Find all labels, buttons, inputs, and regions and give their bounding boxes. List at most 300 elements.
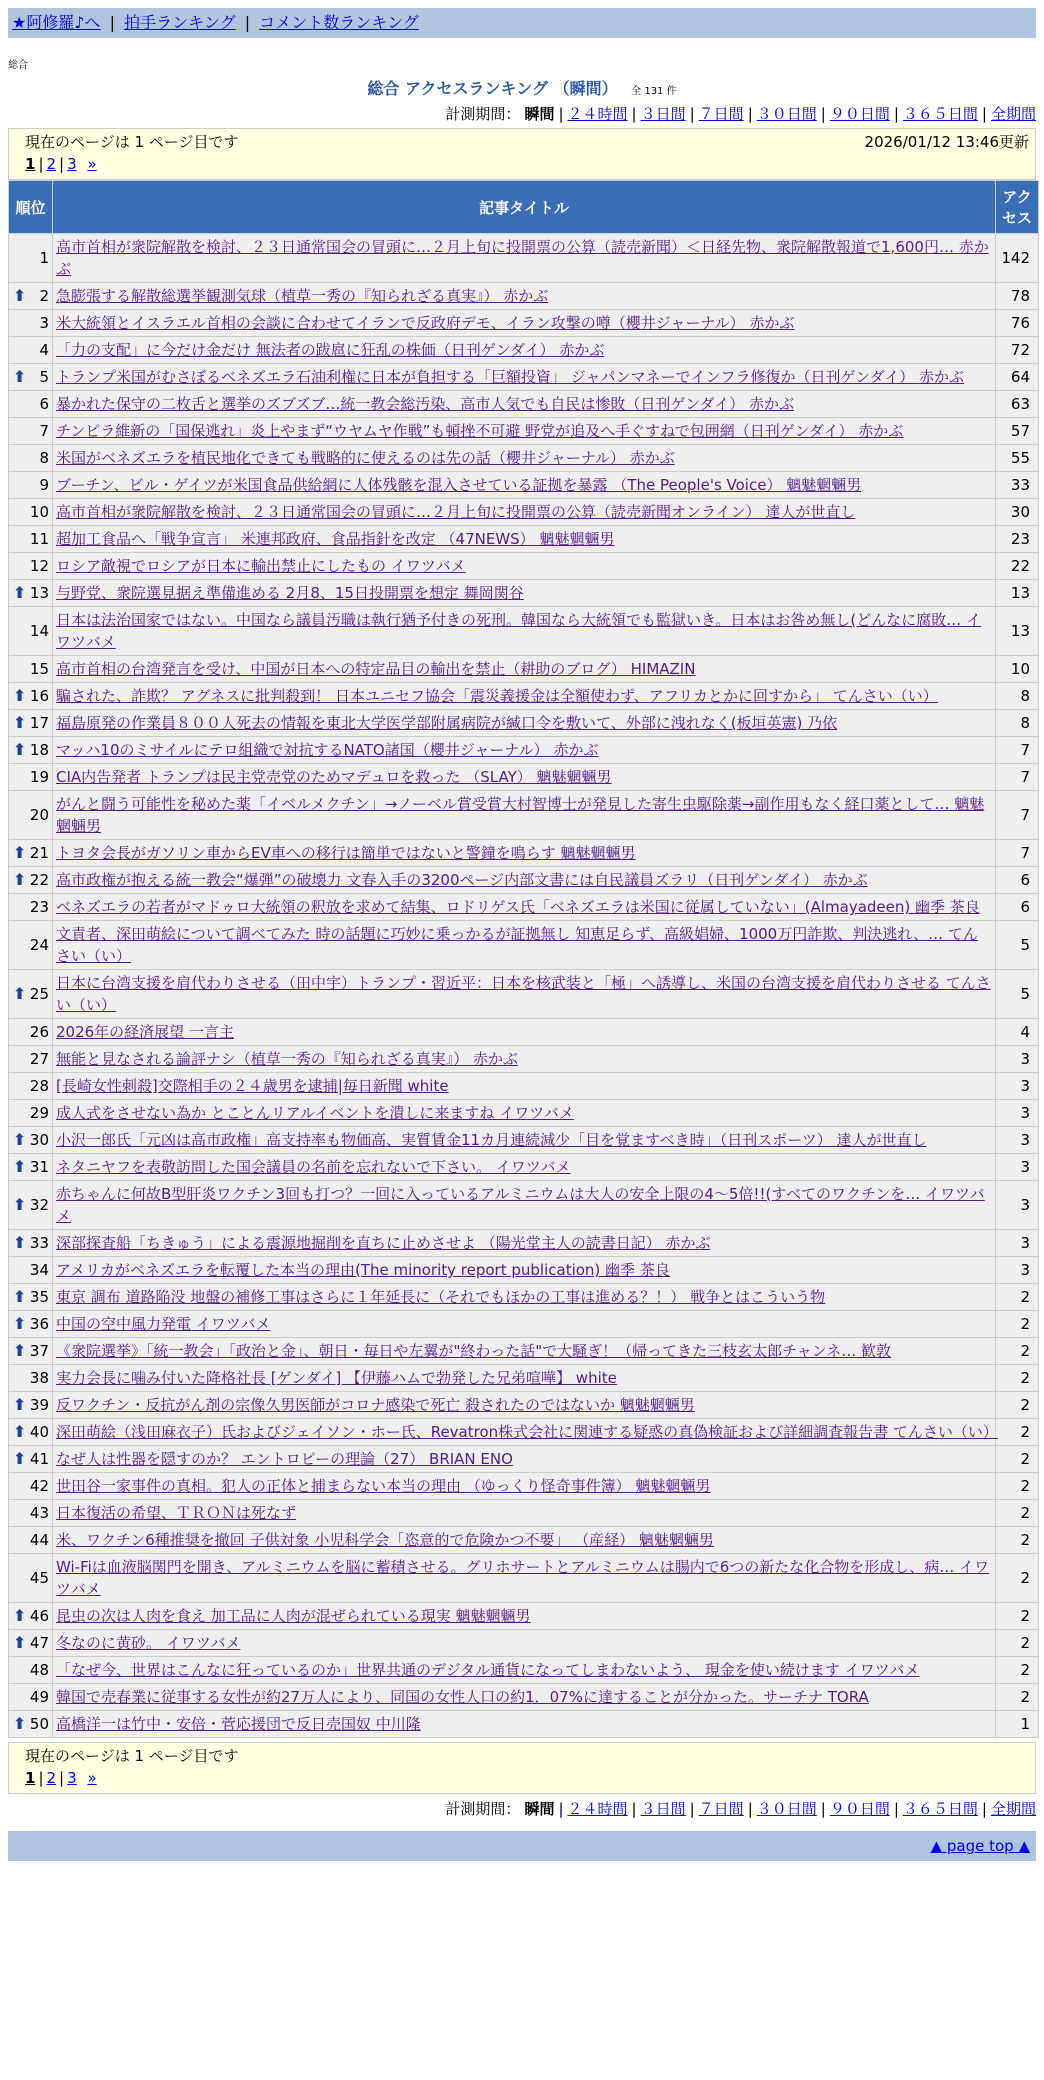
rank-up-arrow-icon: ⬆ — [13, 583, 27, 602]
rank-cell — [9, 1181, 53, 1230]
access-count: 7 — [996, 737, 1039, 764]
table-row — [9, 553, 1039, 580]
rank-number: 24 — [29, 936, 49, 954]
title-cell — [53, 1527, 996, 1554]
title-cell — [53, 1473, 996, 1500]
rank-cell — [9, 1473, 53, 1500]
access-count: 2 — [996, 1365, 1039, 1392]
title-cell — [53, 1630, 996, 1657]
rank-cell — [9, 710, 53, 737]
period-option-link[interactable]: ３６５日間 — [902, 1800, 978, 1818]
rank-number: 42 — [29, 1477, 49, 1495]
rank-number: 34 — [29, 1261, 49, 1279]
rank-number: 23 — [29, 898, 49, 916]
article-title-link[interactable]: 米国がベネズエラを植民地化できても戦略的に使えるのは先の話（櫻井ジャーナル） 赤かぶ — [56, 449, 675, 467]
article-title-link[interactable]: ネタニヤフを表敬訪問した国会議員の名前を忘れないで下さい。 イワツバメ — [56, 1158, 571, 1176]
rank-number: 29 — [29, 1104, 49, 1122]
article-title-link[interactable]: 与野党、衆院選見据え準備進める 2月8、15日投開票を想定 舞岡関谷 — [56, 584, 524, 602]
article-title-link[interactable]: ロシア敵視でロシアが日本に輸出禁止にしたもの イワツバメ — [56, 557, 466, 575]
article-title-link[interactable]: 「力の支配」に今だけ金だけ 無法者の跋扈に狂乱の株価（日刊ゲンダイ） 赤かぶ — [56, 341, 605, 359]
table-row — [9, 1684, 1039, 1711]
page-separator: | — [38, 1769, 44, 1787]
rank-cell — [9, 840, 53, 867]
rank-up-arrow-icon: ⬆ — [13, 1714, 27, 1733]
table-row — [9, 1446, 1039, 1473]
access-count: 3 — [996, 1154, 1039, 1181]
title-cell — [53, 894, 996, 921]
article-title-link[interactable]: 冬なのに黄砂。 イワツバメ — [56, 1634, 241, 1652]
article-title-link[interactable]: 世田谷一家事件の真相。犯人の正体と捕まらない本当の理由 （ゆっくり怪奇事件簿） 魑魅魍魎男 — [56, 1477, 711, 1495]
page-link[interactable]: 2 — [46, 1769, 57, 1787]
table-row — [9, 1603, 1039, 1630]
period-option-link[interactable]: ３日間 — [640, 105, 686, 123]
period-current: 瞬間 — [524, 105, 555, 123]
table-row — [9, 683, 1039, 710]
ranking-table — [8, 180, 1039, 1738]
title-cell — [53, 656, 996, 683]
article-title-link[interactable]: 米大統領とイスラエル首相の会談に合わせてイランで反政府デモ、イラン攻撃の噂（櫻井ジャーナル） 赤かぶ — [56, 314, 795, 332]
rank-cell — [9, 1154, 53, 1181]
access-count: 3 — [996, 1257, 1039, 1284]
table-row — [9, 1230, 1039, 1257]
article-title-link[interactable]: 文責者、深田萌絵について調べてみた 時の話題に巧妙に乗っかるが証拠無し 知恵足らず、高級娼婦、1000万円詐欺、判決逃れ、… てんさい（い） — [56, 925, 978, 965]
article-title-link[interactable]: ベネズエラの若者がマドゥロ大統領の釈放を求めて結集、ロドリゲス氏「ベネズエラは米国に従属していない」(Almayadeen) 幽季 茶良 — [56, 898, 980, 916]
period-separator: | — [820, 1800, 826, 1818]
access-count: 63 — [996, 391, 1039, 418]
period-option-link[interactable]: ３日間 — [640, 1800, 686, 1818]
nav-separator: | — [244, 13, 251, 32]
access-count: 2 — [996, 1500, 1039, 1527]
rank-cell — [9, 1365, 53, 1392]
rank-cell — [9, 1338, 53, 1365]
total-count: 全 131 件 — [631, 86, 677, 97]
access-count: 10 — [996, 656, 1039, 683]
table-row — [9, 1046, 1039, 1073]
rank-cell — [9, 580, 53, 607]
rank-up-arrow-icon: ⬆ — [13, 1606, 27, 1625]
title-cell — [53, 1230, 996, 1257]
period-selector-top — [8, 103, 1036, 124]
article-title-link[interactable]: 米、ワクチン6種推奨を撤回 子供対象 小児科学会「恣意的で危険かつ不要」 （産経） 魑魅魍魎男 — [56, 1531, 714, 1549]
article-title-link[interactable]: 「なぜ今、世界はこんなに狂っているのか」世界共通のデジタル通貨になってしまわないよう、 現金を使い続けます イワツバメ — [56, 1661, 920, 1679]
rank-number: 46 — [29, 1607, 49, 1625]
title-cell — [53, 499, 996, 526]
period-separator: | — [981, 105, 987, 123]
article-title-link[interactable]: 日本に台湾支援を肩代わりさせる（田中宇）トランプ・習近平：日本を核武装と「極」へ誘導し、米国の台湾支援を肩代わりさせる てんさい（い） — [56, 974, 991, 1014]
access-count: 2 — [996, 1473, 1039, 1500]
article-title-link[interactable]: 反ワクチン・反抗がん剤の宗像久男医師がコロナ感染で死亡 殺されたのではないか 魑魅魍魎男 — [56, 1396, 695, 1414]
rank-number: 12 — [29, 557, 49, 575]
article-title-link[interactable]: 急膨張する解散総選挙観測気球（植草一秀の『知られざる真実』） 赤かぶ — [56, 287, 549, 305]
rank-number: 50 — [29, 1715, 49, 1733]
access-count: 3 — [996, 1181, 1039, 1230]
period-option-link[interactable]: ３６５日間 — [902, 105, 978, 123]
title-cell — [53, 1154, 996, 1181]
title-cell — [53, 1711, 996, 1738]
article-title-link[interactable]: Wi-Fiは血液脳関門を開き、アルミニウムを脳に蓄積させる。グリホサートとアルミニウムは腸内で6つの新たな化合物を形成し、病… イワツバメ — [56, 1558, 990, 1598]
rank-cell — [9, 1311, 53, 1338]
access-count: 2 — [996, 1630, 1039, 1657]
title-cell — [53, 364, 996, 391]
access-header: アクセス — [996, 181, 1039, 234]
table-header-row — [9, 181, 1039, 234]
article-title-link[interactable]: 小沢一郎氏「元凶は高市政権」高支持率も物価高、実質賃金11カ月連続減少「目を覚ますべき時」（日刊スポーツ） 達人が世直し — [56, 1131, 927, 1149]
access-count: 13 — [996, 607, 1039, 656]
rank-number: 22 — [29, 871, 49, 889]
table-row — [9, 867, 1039, 894]
article-title-link[interactable]: 昆虫の次は人肉を食え 加工品に人肉が混ぜられている現実 魑魅魍魎男 — [56, 1607, 531, 1625]
rank-cell — [9, 1554, 53, 1603]
rank-cell — [9, 1500, 53, 1527]
page-link[interactable]: 2 — [46, 155, 57, 173]
access-count: 6 — [996, 894, 1039, 921]
table-row — [9, 364, 1039, 391]
rank-cell — [9, 1711, 53, 1738]
article-title-link[interactable]: 日本復活の希望、ＴＲＯＮは死なず — [56, 1504, 297, 1522]
access-count: 5 — [996, 970, 1039, 1019]
rank-cell — [9, 894, 53, 921]
access-count: 2 — [996, 1419, 1039, 1446]
rank-cell — [9, 283, 53, 310]
period-label: 計測期間： — [445, 105, 521, 123]
rank-number: 15 — [29, 660, 49, 678]
table-row — [9, 234, 1039, 283]
article-title-link[interactable]: チンピラ維新の「国保逃れ」炎上やまず“ウヤムヤ作戦”も頓挫不可避 野党が追及へ手ぐすねで包囲網（日刊ゲンダイ） 赤かぶ — [56, 422, 904, 440]
article-title-link[interactable]: 赤ちゃんに何故B型肝炎ワクチン3回も打つ？一回に入っているアルミニウムは大人の安全上限の4〜5倍!!(すべてのワクチンを… イワツバメ — [56, 1185, 985, 1225]
table-row — [9, 1500, 1039, 1527]
title-cell — [53, 1338, 996, 1365]
period-separator: | — [747, 105, 753, 123]
title-cell — [53, 1100, 996, 1127]
article-title-link[interactable]: 深田萌絵（浅田麻衣子）氏およびジェイソン・ホー氏、Revatron株式会社に関連する疑惑の真偽検証および詳細調査報告書 てんさい（い） — [56, 1423, 998, 1441]
access-count: 55 — [996, 445, 1039, 472]
rank-number: 33 — [29, 1234, 49, 1252]
footer-bar — [8, 1831, 1036, 1861]
period-option-link[interactable]: 全期間 — [990, 105, 1036, 123]
article-title-link[interactable]: ブーチン、ビル・ゲイツが米国食品供給網に人体残骸を混入させている証拠を暴露 （The People's Voice） 魑魅魍魎男 — [56, 476, 862, 494]
rank-number: 17 — [29, 714, 49, 732]
title-cell — [53, 607, 996, 656]
access-count: 142 — [996, 234, 1039, 283]
access-count: 2 — [996, 1392, 1039, 1419]
article-title-link[interactable]: 深部探査船「ちきゅう」による震源地掘削を直ちに止めさせよ （陽光堂主人の読書日記） 赤かぶ — [56, 1234, 711, 1252]
page-separator: | — [59, 1769, 65, 1787]
article-title-link[interactable]: 無能と見なされる論評ナシ（植草一秀の『知られざる真実』） 赤かぶ — [56, 1050, 518, 1068]
access-count: 2 — [996, 1311, 1039, 1338]
table-row — [9, 580, 1039, 607]
access-count: 3 — [996, 1127, 1039, 1154]
period-separator: | — [981, 1800, 987, 1818]
rank-cell — [9, 1127, 53, 1154]
period-separator: | — [820, 105, 826, 123]
access-count: 57 — [996, 418, 1039, 445]
title-cell — [53, 234, 996, 283]
rank-cell — [9, 553, 53, 580]
article-title-link[interactable]: 成人式をさせない為か とことんリアルイベントを潰しに来ますね イワツバメ — [56, 1104, 574, 1122]
rank-up-arrow-icon: ⬆ — [13, 1449, 27, 1468]
rank-number: 45 — [29, 1569, 49, 1587]
rank-number: 35 — [29, 1288, 49, 1306]
title-cell — [53, 970, 996, 1019]
page-status: 現在のページは 1 ページ目です — [25, 133, 239, 151]
page-top-link[interactable]: ▲ page top ▲ — [930, 1837, 1030, 1855]
title-cell — [53, 1181, 996, 1230]
rank-number: 4 — [39, 341, 49, 359]
article-title-link[interactable]: トヨタ会長がガソリン車からEV車への移行は簡単ではないと警鐘を鳴らす 魑魅魍魎男 — [56, 844, 636, 862]
title-cell — [53, 553, 996, 580]
table-row — [9, 1311, 1039, 1338]
title-cell — [53, 445, 996, 472]
period-separator: | — [689, 1800, 695, 1818]
page-link[interactable]: 3 — [67, 155, 77, 173]
period-separator: | — [747, 1800, 753, 1818]
period-option-link[interactable]: ７日間 — [698, 105, 744, 123]
title-header: 記事タイトル — [53, 181, 996, 234]
article-title-link[interactable]: 高市首相の台湾発言を受け、中国が日本への特定品目の輸出を禁止（耕助のブログ） HIMAZIN — [56, 660, 696, 678]
rank-up-arrow-icon: ⬆ — [13, 1314, 27, 1333]
period-option-link[interactable]: ７日間 — [698, 1800, 744, 1818]
rank-cell — [9, 1284, 53, 1311]
ranking-title: 総合 アクセスランキング （瞬間） — [367, 79, 618, 98]
access-count: 7 — [996, 840, 1039, 867]
table-row — [9, 1073, 1039, 1100]
period-separator: | — [893, 105, 899, 123]
article-title-link[interactable]: 日本は法治国家ではない。中国なら議員汚職は執行猶予付きの死刑。韓国なら大統領でも監獄いき。日本はお咎め無し(どんなに腐敗… イワツバメ — [56, 611, 982, 651]
clap-ranking-link[interactable]: 拍手ランキング — [124, 13, 236, 32]
title-cell — [53, 867, 996, 894]
access-count: 6 — [996, 867, 1039, 894]
period-option-link[interactable]: ２４時間 — [567, 105, 628, 123]
article-title-link[interactable]: 《衆院選挙》「統一教会」「政治と金」、朝日・毎日や左翼が"終わった話"で大騒ぎ！（帰ってきた三枝玄太郎チャンネ… 歓敦 — [56, 1342, 892, 1360]
article-title-link[interactable]: 福島原発の作業員８００人死去の情報を東北大学医学部附属病院が緘口令を敷いて、外部に洩れなく(板垣英憲) 乃依 — [56, 714, 838, 732]
current-page: 1 — [25, 1769, 36, 1787]
title-cell — [53, 1365, 996, 1392]
access-count: 2 — [996, 1554, 1039, 1603]
title-cell — [53, 1046, 996, 1073]
title-cell — [53, 1284, 996, 1311]
rank-up-arrow-icon: ⬆ — [13, 686, 27, 705]
period-option-link[interactable]: ２４時間 — [567, 1800, 628, 1818]
article-title-link[interactable]: 実力会長に噛み付いた降格社長 [ゲンダイ] 【伊藤ハムで勃発した兄弟喧嘩】 white — [56, 1369, 617, 1387]
title-cell — [53, 580, 996, 607]
article-title-link[interactable]: 東京 調布 道路陥没 地盤の補修工事はさらに１年延長に（それでもほかの工事は進める？！） 戦争とはこういう物 — [56, 1288, 826, 1306]
article-title-link[interactable]: 暴かれた保守の二枚舌と選挙のズブズブ…統一教会総汚染、高市人気でも自民は惨敗（日刊ゲンダイ） 赤かぶ — [56, 395, 794, 413]
rank-cell — [9, 1073, 53, 1100]
rank-number: 21 — [29, 844, 49, 862]
period-label: 計測期間： — [445, 1800, 521, 1818]
rank-cell — [9, 764, 53, 791]
page-separator — [80, 1769, 85, 1787]
period-option-link[interactable]: ９０日間 — [829, 105, 890, 123]
rank-number: 49 — [29, 1688, 49, 1706]
title-cell — [53, 921, 996, 970]
rank-number: 40 — [29, 1423, 49, 1441]
table-row — [9, 283, 1039, 310]
table-row — [9, 1257, 1039, 1284]
title-cell — [53, 737, 996, 764]
access-count: 13 — [996, 580, 1039, 607]
rank-cell — [9, 418, 53, 445]
rank-number: 16 — [29, 687, 49, 705]
article-title-link[interactable]: 高市首相が衆院解散を検討、２３日通常国会の冒頭に…２月上旬に投開票の公算（読売新聞）＜日経先物、衆院解散報道で1,600円… 赤かぶ — [56, 238, 989, 278]
article-title-link[interactable]: アメリカがベネズエラを転覆した本当の理由(The minority report publication) 幽季 茶良 — [56, 1261, 670, 1279]
article-title-link[interactable]: 2026年の経済展望 一言主 — [56, 1023, 234, 1041]
title-cell — [53, 1019, 996, 1046]
page-link[interactable]: 3 — [67, 1769, 77, 1787]
title-cell — [53, 840, 996, 867]
current-page: 1 — [25, 155, 36, 173]
nav-separator: | — [109, 13, 116, 32]
period-option-link[interactable]: ３０日間 — [756, 1800, 817, 1818]
table-row — [9, 1473, 1039, 1500]
rank-up-arrow-icon: ⬆ — [13, 1422, 27, 1441]
page-links — [25, 153, 1019, 175]
rank-number: 18 — [29, 741, 49, 759]
table-row — [9, 1419, 1039, 1446]
rank-number: 37 — [29, 1342, 49, 1360]
rank-cell — [9, 1257, 53, 1284]
rank-cell — [9, 1446, 53, 1473]
rank-number: 3 — [39, 314, 49, 332]
article-title-link[interactable]: がんと闘う可能性を秘めた薬「イベルメクチン」→ノーベル賞受賞大村智博士が発見した寄生虫駆除薬→副作用もなく経口薬として… 魑魅魍魎男 — [56, 795, 985, 835]
table-row — [9, 1127, 1039, 1154]
rank-cell — [9, 791, 53, 840]
title-cell — [53, 337, 996, 364]
title-cell — [53, 1392, 996, 1419]
rank-number: 39 — [29, 1396, 49, 1414]
rank-cell — [9, 1019, 53, 1046]
table-row — [9, 1365, 1039, 1392]
rank-number: 32 — [29, 1196, 49, 1214]
rank-number: 38 — [29, 1369, 49, 1387]
period-separator: | — [631, 1800, 637, 1818]
article-title-link[interactable]: 高市首相が衆院解散を検討、２３日通常国会の冒頭に…２月上旬に投開票の公算（読売新聞オンライン） 達人が世直し — [56, 503, 856, 521]
title-cell — [53, 1500, 996, 1527]
period-option-link[interactable]: ３０日間 — [756, 105, 817, 123]
table-row — [9, 472, 1039, 499]
rank-number: 30 — [29, 1131, 49, 1149]
table-row — [9, 764, 1039, 791]
pager-top — [8, 128, 1036, 180]
table-row — [9, 418, 1039, 445]
rank-up-arrow-icon: ⬆ — [13, 1395, 27, 1414]
rank-number: 11 — [29, 530, 49, 548]
title-cell — [53, 710, 996, 737]
article-title-link[interactable]: 騙された、詐欺？ アグネスに批判殺到！ 日本ユニセフ協会「震災義援金は全額使わず、アフリカとかに回すから」 てんさい（い） — [56, 687, 938, 705]
page-links — [25, 1767, 1019, 1789]
period-option-link[interactable]: 全期間 — [990, 1800, 1036, 1818]
access-count: 8 — [996, 683, 1039, 710]
article-title-link[interactable]: トランプ米国がむさぼるベネズエラ石油利権に日本が負担する「巨額投資」 ジャパンマネーでインフラ修復か（日刊ゲンダイ） 赤かぶ — [56, 368, 965, 386]
period-option-link[interactable]: ９０日間 — [829, 1800, 890, 1818]
article-title-link[interactable]: 中国の空中風力発電 イワツバメ — [56, 1315, 271, 1333]
title-cell — [53, 1446, 996, 1473]
title-cell — [53, 1257, 996, 1284]
rank-up-arrow-icon: ⬆ — [13, 984, 27, 1003]
table-row — [9, 1154, 1039, 1181]
rank-number: 28 — [29, 1077, 49, 1095]
table-row — [9, 710, 1039, 737]
article-title-link[interactable]: マッハ10のミサイルにテロ組織で対抗するNATO諸国（櫻井ジャーナル） 赤かぶ — [56, 741, 599, 759]
article-title-link[interactable]: 高市政権が抱える統一教会“爆弾”の破壊力 文春入手の3200ページ内部文書には自民議員ズラリ（日刊ゲンダイ） 赤かぶ — [56, 871, 868, 889]
title-cell — [53, 472, 996, 499]
title-cell — [53, 791, 996, 840]
article-title-link[interactable]: 高橋洋一は竹中・安倍・菅応援団で反日売国奴 中川隆 — [56, 1715, 421, 1733]
rank-up-arrow-icon: ⬆ — [13, 1633, 27, 1652]
access-count: 72 — [996, 337, 1039, 364]
rank-cell — [9, 1419, 53, 1446]
pager-bottom — [8, 1742, 1036, 1794]
comment-ranking-link[interactable]: コメント数ランキング — [259, 13, 419, 32]
table-row — [9, 1181, 1039, 1230]
rank-number: 1 — [39, 249, 49, 267]
table-row — [9, 310, 1039, 337]
article-title-link[interactable]: 韓国で売春業に従事する女性が約27万人により、同国の女性人口の約1．07%に達することが分かった。サーチナ TORA — [56, 1688, 869, 1706]
next-page-link[interactable]: » — [87, 155, 97, 173]
period-separator: | — [689, 105, 695, 123]
article-title-link[interactable]: [長崎女性刺殺]交際相手の２４歳男を逮捕|毎日新聞 white — [56, 1077, 449, 1095]
page-separator — [80, 155, 85, 173]
rank-cell — [9, 499, 53, 526]
title-cell — [53, 683, 996, 710]
table-row — [9, 1338, 1039, 1365]
access-count: 5 — [996, 921, 1039, 970]
table-row — [9, 1100, 1039, 1127]
rank-cell — [9, 364, 53, 391]
rank-number: 9 — [39, 476, 49, 494]
rank-number: 20 — [29, 806, 49, 824]
page-title — [8, 76, 1036, 99]
article-title-link[interactable]: 超加工食品へ「戦争宣言」 米連邦政府、食品指針を改定 （47NEWS） 魑魅魍魎男 — [56, 530, 615, 548]
table-row — [9, 921, 1039, 970]
rank-number: 48 — [29, 1661, 49, 1679]
rank-number: 27 — [29, 1050, 49, 1068]
rank-number: 6 — [39, 395, 49, 413]
access-count: 2 — [996, 1603, 1039, 1630]
title-cell — [53, 764, 996, 791]
rank-cell — [9, 867, 53, 894]
rank-cell — [9, 337, 53, 364]
rank-cell — [9, 656, 53, 683]
rank-number: 41 — [29, 1450, 49, 1468]
table-row — [9, 1657, 1039, 1684]
access-count: 8 — [996, 710, 1039, 737]
article-title-link[interactable]: CIA内告発者 トランプは民主党売党のためマデュロを救った （SLAY） 魑魅魍魎男 — [56, 768, 612, 786]
period-separator: | — [893, 1800, 899, 1818]
access-count: 3 — [996, 1230, 1039, 1257]
rank-number: 10 — [29, 503, 49, 521]
title-cell — [53, 1657, 996, 1684]
access-count: 30 — [996, 499, 1039, 526]
table-row — [9, 1527, 1039, 1554]
updated-timestamp: 2026/01/12 13:46更新 — [864, 133, 1029, 151]
rank-up-arrow-icon: ⬆ — [13, 1341, 27, 1360]
rank-cell — [9, 472, 53, 499]
access-count: 2 — [996, 1527, 1039, 1554]
rank-number: 14 — [29, 622, 49, 640]
rank-up-arrow-icon: ⬆ — [13, 367, 27, 386]
home-link[interactable]: ★阿修羅♪へ — [12, 13, 101, 32]
title-cell — [53, 1073, 996, 1100]
rank-header: 順位 — [9, 181, 53, 234]
rank-cell — [9, 445, 53, 472]
access-count: 64 — [996, 364, 1039, 391]
article-title-link[interactable]: なぜ人は性器を隠すのか？ エントロピーの理論（27） BRIAN ENO — [56, 1450, 513, 1468]
next-page-link[interactable]: » — [87, 1769, 97, 1787]
category-label: 総合 — [8, 60, 28, 71]
rank-cell — [9, 1603, 53, 1630]
rank-up-arrow-icon: ⬆ — [13, 1195, 27, 1214]
